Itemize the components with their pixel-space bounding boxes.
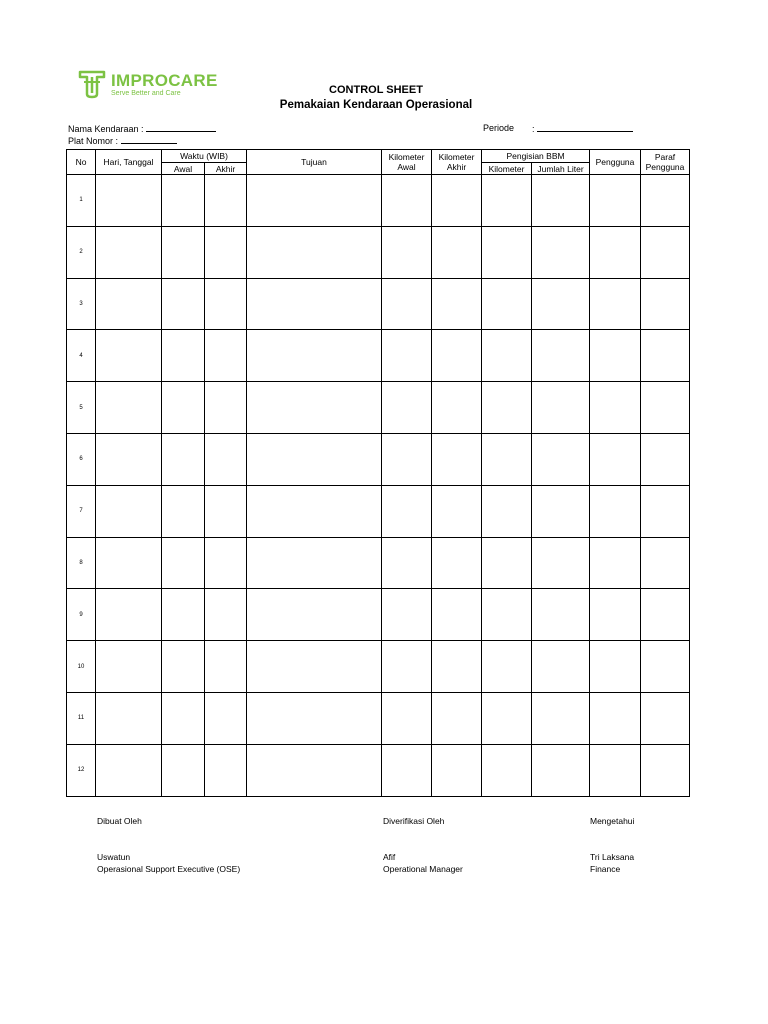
signature-cell[interactable] <box>641 692 690 744</box>
signature-position: Operasional Support Executive (OSE) <box>97 864 241 874</box>
brand-name: IMPROCARE <box>111 71 218 90</box>
date-cell[interactable] <box>96 278 162 330</box>
vehicle-name-label: Nama Kendaraan : <box>68 124 144 134</box>
fuel-km-cell[interactable] <box>482 433 532 485</box>
fuel-liter-cell[interactable] <box>532 537 590 589</box>
time-start-cell[interactable] <box>162 537 205 589</box>
km-start-cell[interactable] <box>382 278 432 330</box>
destination-cell[interactable] <box>247 382 382 434</box>
signature-cell[interactable] <box>641 537 690 589</box>
table-row <box>67 382 690 434</box>
km-end-cell[interactable] <box>432 278 482 330</box>
destination-cell[interactable] <box>247 226 382 278</box>
table-row <box>67 589 690 641</box>
km-end-cell[interactable] <box>432 692 482 744</box>
fuel-liter-cell[interactable] <box>532 433 590 485</box>
time-end-cell[interactable] <box>205 330 247 382</box>
fuel-km-cell[interactable] <box>482 382 532 434</box>
date-cell[interactable] <box>96 175 162 227</box>
signature-role: Dibuat Oleh <box>97 816 142 826</box>
time-end-cell[interactable] <box>205 537 247 589</box>
row-number: 1 <box>67 175 96 227</box>
row-number: 11 <box>67 692 96 744</box>
fuel-km-cell[interactable] <box>482 175 532 227</box>
signature-cell[interactable] <box>641 382 690 434</box>
user-cell[interactable] <box>590 641 641 693</box>
plate-number-field[interactable] <box>68 135 177 146</box>
destination-cell[interactable] <box>247 330 382 382</box>
brand-tagline: Serve Better and Care <box>111 90 181 97</box>
header-fuel-liter: Jumlah Liter <box>532 163 590 175</box>
time-start-cell[interactable] <box>162 330 205 382</box>
km-start-cell[interactable] <box>382 226 432 278</box>
time-end-cell[interactable] <box>205 485 247 537</box>
destination-cell[interactable] <box>247 744 382 796</box>
vehicle-name-blank[interactable] <box>146 123 216 132</box>
km-start-cell[interactable] <box>382 589 432 641</box>
header-km-end-line1: Kilometer <box>438 152 475 162</box>
table-row <box>67 226 690 278</box>
time-end-cell[interactable] <box>205 744 247 796</box>
user-cell[interactable] <box>590 278 641 330</box>
time-end-cell[interactable] <box>205 641 247 693</box>
plate-number-blank[interactable] <box>121 135 177 144</box>
signature-role: Mengetahui <box>590 816 635 826</box>
signature-name: Uswatun <box>97 852 131 862</box>
fuel-km-cell[interactable] <box>482 589 532 641</box>
km-end-cell[interactable] <box>432 744 482 796</box>
signature-block-prepared <box>97 815 240 875</box>
header-km-start <box>382 150 432 175</box>
km-end-cell[interactable] <box>432 433 482 485</box>
table-row <box>67 175 690 227</box>
km-start-cell[interactable] <box>382 175 432 227</box>
destination-cell[interactable] <box>247 175 382 227</box>
fuel-liter-cell[interactable] <box>532 175 590 227</box>
row-number: 9 <box>67 589 96 641</box>
fuel-liter-cell[interactable] <box>532 641 590 693</box>
table-row <box>67 744 690 796</box>
km-end-cell[interactable] <box>432 641 482 693</box>
km-start-cell[interactable] <box>382 485 432 537</box>
date-cell[interactable] <box>96 641 162 693</box>
km-end-cell[interactable] <box>432 485 482 537</box>
km-end-cell[interactable] <box>432 382 482 434</box>
fuel-km-cell[interactable] <box>482 485 532 537</box>
time-start-cell[interactable] <box>162 226 205 278</box>
time-end-cell[interactable] <box>205 226 247 278</box>
time-start-cell[interactable] <box>162 278 205 330</box>
row-number: 10 <box>67 641 96 693</box>
table-row <box>67 330 690 382</box>
km-start-cell[interactable] <box>382 692 432 744</box>
time-start-cell[interactable] <box>162 589 205 641</box>
destination-cell[interactable] <box>247 589 382 641</box>
signature-cell[interactable] <box>641 226 690 278</box>
time-start-cell[interactable] <box>162 175 205 227</box>
user-cell[interactable] <box>590 692 641 744</box>
time-end-cell[interactable] <box>205 433 247 485</box>
header-signature-line1: Paraf <box>654 152 676 162</box>
signature-name: Afif <box>383 852 396 862</box>
signature-name: Tri Laksana <box>590 852 635 862</box>
time-start-cell[interactable] <box>162 485 205 537</box>
document-subtitle: Pemakaian Kendaraan Operasional <box>279 99 473 111</box>
fuel-liter-cell[interactable] <box>532 485 590 537</box>
row-number: 8 <box>67 537 96 589</box>
km-start-cell[interactable] <box>382 537 432 589</box>
header-fuel: Pengisian BBM <box>482 150 590 163</box>
document-title: CONTROL SHEET <box>329 84 423 96</box>
km-start-cell[interactable] <box>382 433 432 485</box>
time-start-cell[interactable] <box>162 692 205 744</box>
row-number: 7 <box>67 485 96 537</box>
time-end-cell[interactable] <box>205 278 247 330</box>
table-row <box>67 485 690 537</box>
header-no: No <box>67 150 96 175</box>
destination-cell[interactable] <box>247 433 382 485</box>
destination-cell[interactable] <box>247 278 382 330</box>
time-end-cell[interactable] <box>205 382 247 434</box>
km-start-cell[interactable] <box>382 382 432 434</box>
signature-cell[interactable] <box>641 589 690 641</box>
date-cell[interactable] <box>96 537 162 589</box>
fuel-km-cell[interactable] <box>482 278 532 330</box>
km-end-cell[interactable] <box>432 226 482 278</box>
user-cell[interactable] <box>590 330 641 382</box>
user-cell[interactable] <box>590 485 641 537</box>
header-signature <box>641 150 690 175</box>
km-start-cell[interactable] <box>382 330 432 382</box>
header-time-end: Akhir <box>205 163 247 175</box>
fuel-liter-cell[interactable] <box>532 744 590 796</box>
fuel-km-cell[interactable] <box>482 692 532 744</box>
time-start-cell[interactable] <box>162 382 205 434</box>
header-time-start: Awal <box>162 163 205 175</box>
time-end-cell[interactable] <box>205 175 247 227</box>
row-number: 12 <box>67 744 96 796</box>
time-start-cell[interactable] <box>162 433 205 485</box>
header-km-end <box>432 150 482 175</box>
signature-cell[interactable] <box>641 278 690 330</box>
time-start-cell[interactable] <box>162 641 205 693</box>
time-start-cell[interactable] <box>162 744 205 796</box>
signature-role: Diverifikasi Oleh <box>383 816 445 826</box>
destination-cell[interactable] <box>247 692 382 744</box>
vehicle-name-field[interactable] <box>68 123 216 134</box>
table-row <box>67 692 690 744</box>
km-end-cell[interactable] <box>432 589 482 641</box>
table-row <box>67 641 690 693</box>
header-km-start-line1: Kilometer <box>388 152 425 162</box>
header-date: Hari, Tanggal <box>96 150 162 175</box>
signature-position: Finance <box>590 864 621 874</box>
user-cell[interactable] <box>590 382 641 434</box>
signature-cell[interactable] <box>641 744 690 796</box>
km-end-cell[interactable] <box>432 175 482 227</box>
fuel-liter-cell[interactable] <box>532 692 590 744</box>
fuel-liter-cell[interactable] <box>532 278 590 330</box>
fuel-km-cell[interactable] <box>482 641 532 693</box>
plate-number-label: Plat Nomor : <box>68 136 119 146</box>
fuel-liter-cell[interactable] <box>532 330 590 382</box>
table-row <box>67 278 690 330</box>
signature-block-verified <box>383 815 463 875</box>
signature-cell[interactable] <box>641 433 690 485</box>
period-blank[interactable] <box>537 123 633 132</box>
row-number: 5 <box>67 382 96 434</box>
date-cell[interactable] <box>96 226 162 278</box>
date-cell[interactable] <box>96 382 162 434</box>
fuel-km-cell[interactable] <box>482 537 532 589</box>
period-colon: : <box>532 124 535 134</box>
date-cell[interactable] <box>96 692 162 744</box>
user-cell[interactable] <box>590 433 641 485</box>
header-destination: Tujuan <box>247 150 382 175</box>
signature-cell[interactable] <box>641 485 690 537</box>
signature-position: Operational Manager <box>383 864 463 874</box>
row-number: 6 <box>67 433 96 485</box>
header-km-end-line2: Akhir <box>446 162 467 172</box>
period-field[interactable] <box>532 123 633 134</box>
header-user: Pengguna <box>590 150 641 175</box>
vehicle-usage-table <box>66 149 690 797</box>
km-start-cell[interactable] <box>382 744 432 796</box>
km-end-cell[interactable] <box>432 537 482 589</box>
row-number: 3 <box>67 278 96 330</box>
period-label: Periode <box>483 123 515 133</box>
user-cell[interactable] <box>590 744 641 796</box>
user-cell[interactable] <box>590 226 641 278</box>
km-start-cell[interactable] <box>382 641 432 693</box>
km-end-cell[interactable] <box>432 330 482 382</box>
time-end-cell[interactable] <box>205 589 247 641</box>
date-cell[interactable] <box>96 330 162 382</box>
signature-block-acknowledged <box>590 815 634 875</box>
user-cell[interactable] <box>590 589 641 641</box>
destination-cell[interactable] <box>247 485 382 537</box>
table-body <box>67 175 690 797</box>
user-cell[interactable] <box>590 537 641 589</box>
fuel-km-cell[interactable] <box>482 330 532 382</box>
header-signature-line2: Pengguna <box>645 162 685 172</box>
header-km-start-line2: Awal <box>397 162 416 172</box>
fuel-liter-cell[interactable] <box>532 589 590 641</box>
destination-cell[interactable] <box>247 641 382 693</box>
date-cell[interactable] <box>96 589 162 641</box>
user-cell[interactable] <box>590 175 641 227</box>
row-number: 2 <box>67 226 96 278</box>
time-end-cell[interactable] <box>205 692 247 744</box>
header-time: Waktu (WIB) <box>162 150 247 163</box>
destination-cell[interactable] <box>247 537 382 589</box>
fuel-liter-cell[interactable] <box>532 382 590 434</box>
table-row <box>67 537 690 589</box>
header-fuel-km: Kilometer <box>482 163 532 175</box>
signature-cell[interactable] <box>641 330 690 382</box>
fuel-liter-cell[interactable] <box>532 226 590 278</box>
fuel-km-cell[interactable] <box>482 744 532 796</box>
fuel-km-cell[interactable] <box>482 226 532 278</box>
signature-cell[interactable] <box>641 641 690 693</box>
date-cell[interactable] <box>96 433 162 485</box>
date-cell[interactable] <box>96 485 162 537</box>
table-row <box>67 433 690 485</box>
signature-cell[interactable] <box>641 175 690 227</box>
date-cell[interactable] <box>96 744 162 796</box>
row-number: 4 <box>67 330 96 382</box>
